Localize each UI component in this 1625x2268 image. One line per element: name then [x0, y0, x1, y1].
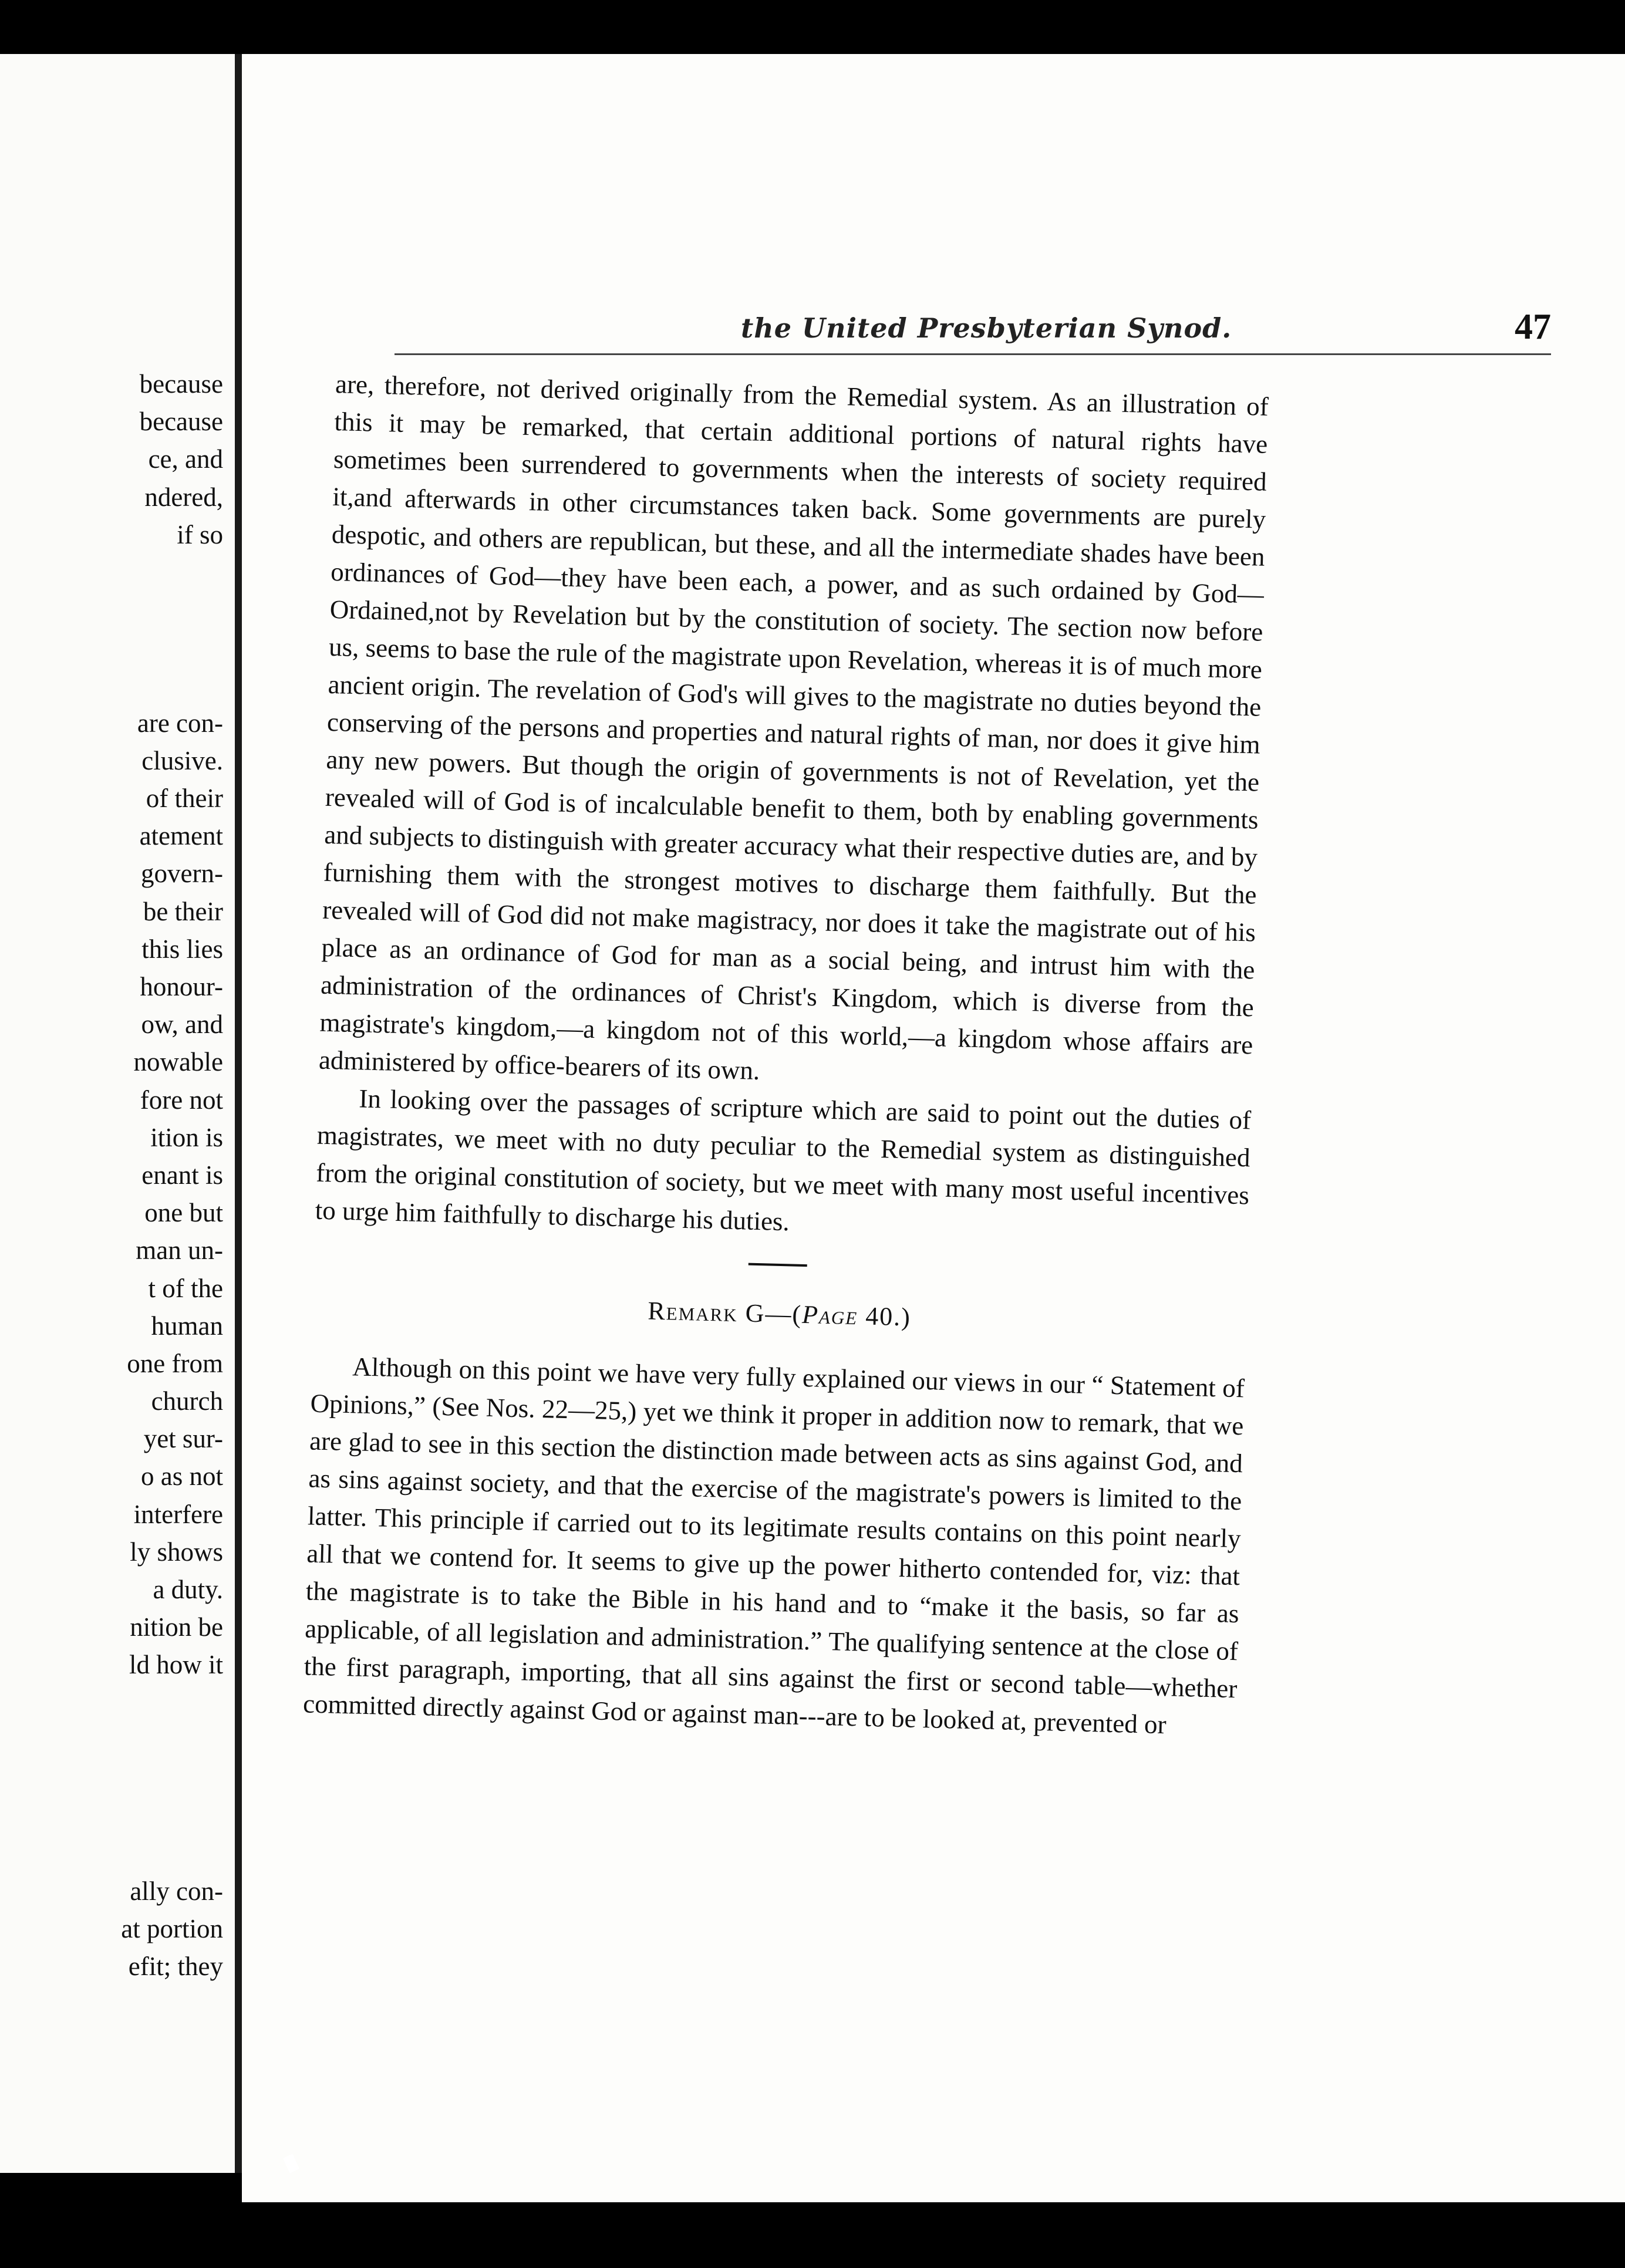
previous-page-line: a duty. — [153, 1575, 223, 1604]
previous-page-line: of their — [146, 784, 223, 814]
page-header — [389, 265, 1551, 365]
previous-page-line: ndered, — [144, 482, 223, 512]
previous-page-line: clusive. — [141, 745, 223, 775]
previous-page-line: are con- — [137, 708, 223, 738]
previous-page-line: ce, and — [148, 444, 223, 474]
previous-page-line — [0, 629, 227, 666]
previous-page-line: honour- — [140, 972, 223, 1001]
previous-page-line: church — [151, 1386, 223, 1416]
previous-page-line: ow, and — [141, 1010, 223, 1040]
remark-heading-label: Remark G—( — [647, 1296, 803, 1329]
previous-page-line: govern- — [141, 859, 223, 889]
previous-page-line: interfere — [133, 1499, 223, 1529]
previous-page-line: t of the — [148, 1273, 223, 1303]
previous-page-strip — [0, 54, 243, 2173]
previous-page-line: ition is — [150, 1122, 223, 1152]
previous-page-line: if so — [177, 519, 223, 549]
previous-page-line — [0, 1759, 227, 1797]
paragraph-scripture-passages: In looking over the passages of scripture which are said to point out the duties of magistrates, we meet with no duty peculiar to the Remedial system as distinguished from the original constitution of society, but we meet with many most useful incentives to urge him faithfully to discharge his duties. — [315, 1084, 1252, 1237]
previous-page-line — [0, 554, 227, 591]
previous-page-line: one from — [127, 1348, 223, 1378]
previous-page-line — [0, 1722, 227, 1759]
previous-page-line — [0, 591, 227, 629]
previous-page-line: because — [139, 407, 223, 437]
previous-page-line: ally con- — [130, 1876, 223, 1906]
book-page — [242, 54, 1625, 2202]
previous-page-line: one but — [144, 1198, 223, 1228]
previous-page-line: because — [139, 369, 223, 399]
previous-page-line: be their — [143, 896, 223, 926]
remark-heading-page-word: Page — [801, 1300, 858, 1331]
previous-page-line: ld how it — [129, 1650, 223, 1680]
header-rule — [395, 353, 1551, 355]
previous-page-line: nowable — [133, 1047, 223, 1077]
previous-page-line: ly shows — [130, 1537, 223, 1567]
paragraph-remark-g: Although on this point we have very fully explained our views in our “ Statement of Opinions,” (See Nos. 22—25,) yet we think it proper in addition now to remark, that we are glad to see in this section the distinction made between acts as sins against God, and as sins against society, and that the exercise of the magistrate's powers is limited to the latter. This principle if carried out to its legitimate results contains on this point nearly all that we contend for. It seems to give up the power hitherto contended for, viz: that the magistrate is to take the Bible in his hand and to “make it the basis, so far as applicable, of all legislation and administration.” The qualifying sentence at the close of the first paragraph, importing, that all sins against the first or second table—whether committed directly against God or against man---are to be looked at, prevented or — [302, 1352, 1245, 1740]
running-title: the United Presbyterian Synod. — [741, 312, 1232, 344]
previous-page-line: yet sur- — [143, 1424, 223, 1454]
previous-page-line — [0, 1684, 227, 1722]
paragraph-continued: are, therefore, not derived originally from the Remedial system. As an illustration of this it may be remarked, that certain additional portions of natural rights have sometimes been surrendered to governments when the interests of society required it,and afterwards in other circumstances taken back. Some governments are purely despotic, and others are republican, but these, and all the intermediate shades have been ordinances of God—they have been each, a power, and as such ordained by God—Ordained,not by Revelation but by the constitution of society. The section now before us, seems to base the rule of the magistrate upon Revelation, whereas it is of much more ancient origin. The revelation of God's will gives to the magistrate no duties beyond the conserving of the persons and properties and natural rights of man, nor does it give him any new powers. But though the origin of governments is not of Revelation, yet the revealed will of God is of incalculable benefit to them, both by enabling governments and subjects to distinguish with greater accuracy what their respective duties are, and by furnishing them with the strongest motives to discharge them faithfully. But the revealed will of God did not make magistracy, nor does it take the magistrate out of his place as an ordinance of God for man as a social being, and intrust him with the administration of the ordinances of Christ's Kingdom, which is diverse from the magistrate's kingdom,—a kingdom not of this world,—a kingdom whose affairs are administered by office-bearers of its own. — [318, 369, 1269, 1085]
previous-page-line: human — [151, 1311, 223, 1341]
previous-page-line: efit; they — [128, 1951, 223, 1981]
previous-page-line: man un- — [136, 1236, 223, 1265]
remark-heading-page-ref: 40.) — [857, 1301, 912, 1332]
previous-page-text — [0, 365, 227, 1985]
previous-page-line: enant is — [141, 1160, 223, 1190]
previous-page-line — [0, 1797, 227, 1834]
page-number: 47 — [1515, 307, 1551, 347]
previous-page-line — [0, 1834, 227, 1872]
previous-page-line: atement — [139, 821, 223, 851]
section-divider — [749, 1263, 807, 1267]
page-corner-mark — [286, 2153, 307, 2174]
page-body — [302, 365, 1269, 1745]
previous-page-line: o as not — [141, 1462, 223, 1491]
remark-heading — [312, 1288, 1246, 1341]
previous-page-line — [0, 667, 227, 704]
previous-page-line: fore not — [140, 1085, 223, 1115]
previous-page-line: this lies — [141, 934, 223, 964]
previous-page-line: at portion — [121, 1913, 223, 1943]
previous-page-line: nition be — [130, 1612, 223, 1642]
